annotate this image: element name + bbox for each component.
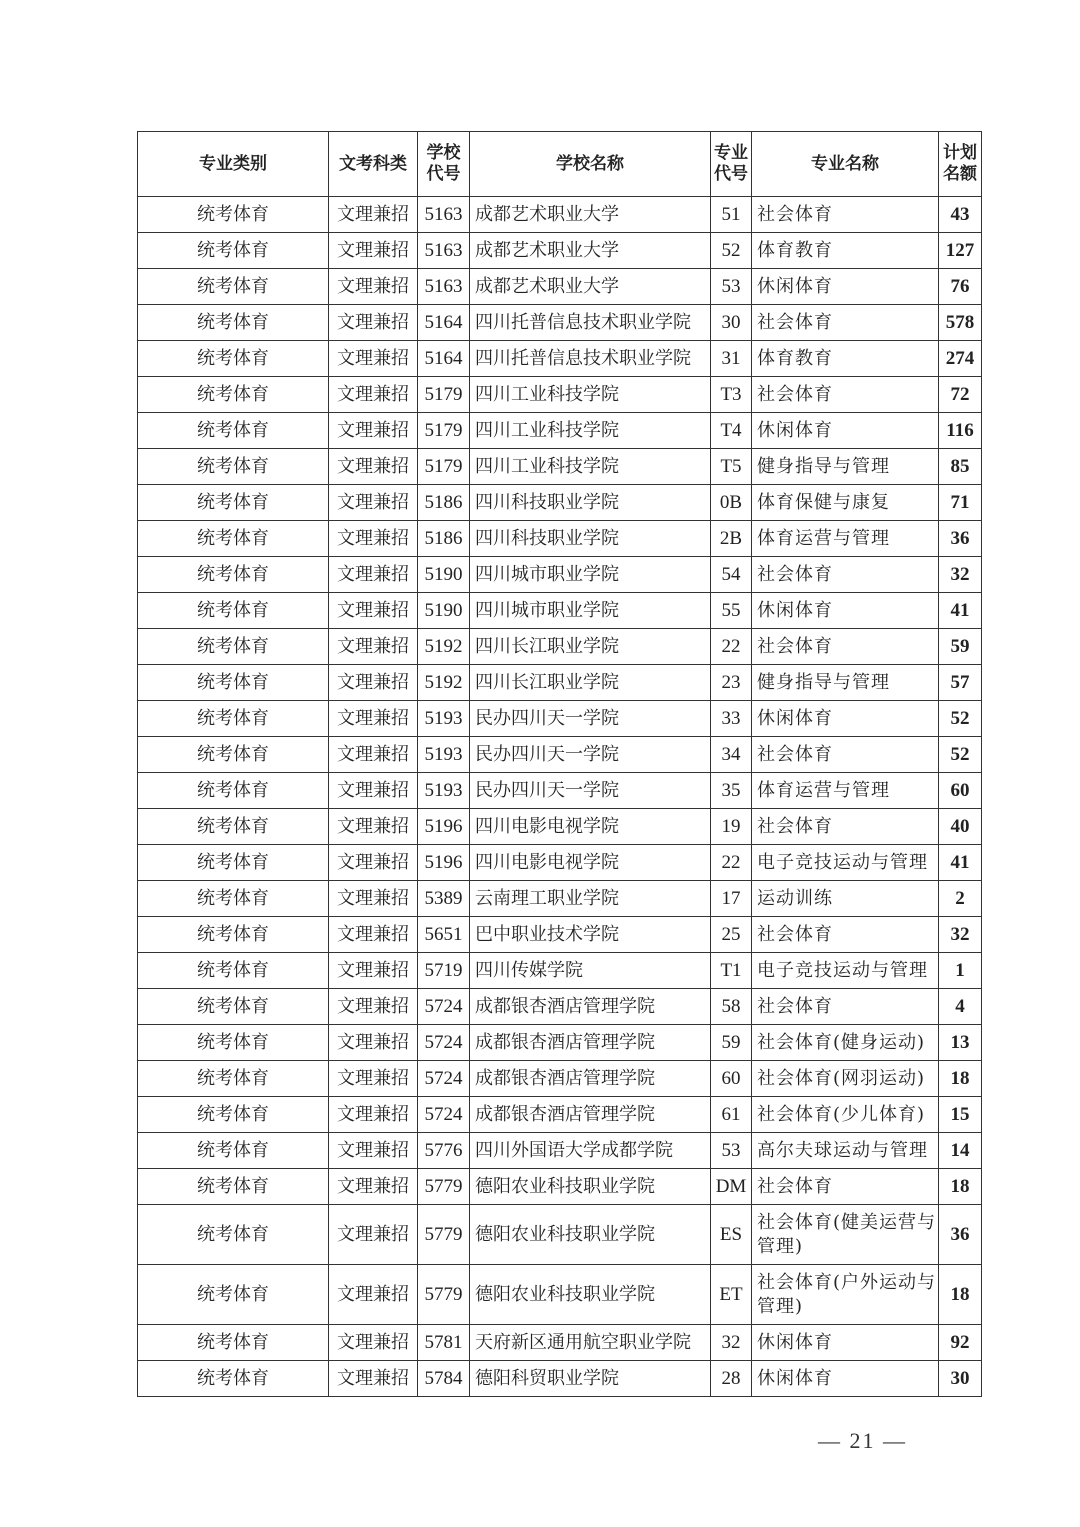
cell-major-code: 53 [711, 1133, 752, 1169]
cell-major-code: 53 [711, 269, 752, 305]
cell-major-code: 19 [711, 809, 752, 845]
cell-major-category: 统考体育 [138, 701, 329, 737]
cell-plan-quota: 18 [939, 1061, 982, 1097]
cell-school-code: 5196 [418, 809, 470, 845]
table-row [138, 1169, 982, 1205]
cell-plan-quota: 71 [939, 485, 982, 521]
cell-major-name: 休闲体育 [752, 593, 939, 629]
cell-major-category: 统考体育 [138, 233, 329, 269]
table-row [138, 557, 982, 593]
cell-exam-subject: 文理兼招 [329, 521, 418, 557]
cell-exam-subject: 文理兼招 [329, 1205, 418, 1265]
cell-plan-quota: 2 [939, 881, 982, 917]
cell-school-name: 成都艺术职业大学 [470, 197, 711, 233]
cell-school-code: 5196 [418, 845, 470, 881]
cell-major-category: 统考体育 [138, 341, 329, 377]
cell-exam-subject: 文理兼招 [329, 1025, 418, 1061]
cell-exam-subject: 文理兼招 [329, 917, 418, 953]
cell-exam-subject: 文理兼招 [329, 377, 418, 413]
cell-school-code: 5192 [418, 665, 470, 701]
cell-school-name: 德阳农业科技职业学院 [470, 1205, 711, 1265]
cell-major-code: 17 [711, 881, 752, 917]
table-row [138, 1205, 982, 1265]
cell-school-name: 民办四川天一学院 [470, 701, 711, 737]
cell-major-code: 35 [711, 773, 752, 809]
cell-exam-subject: 文理兼招 [329, 737, 418, 773]
cell-school-name: 四川电影电视学院 [470, 845, 711, 881]
cell-school-name: 德阳农业科技职业学院 [470, 1265, 711, 1325]
cell-major-category: 统考体育 [138, 377, 329, 413]
cell-school-code: 5179 [418, 413, 470, 449]
cell-major-name: 社会体育 [752, 989, 939, 1025]
cell-major-category: 统考体育 [138, 1133, 329, 1169]
cell-school-code: 5163 [418, 197, 470, 233]
cell-plan-quota: 578 [939, 305, 982, 341]
cell-school-name: 成都银杏酒店管理学院 [470, 1061, 711, 1097]
cell-plan-quota: 92 [939, 1325, 982, 1361]
cell-major-name: 体育运营与管理 [752, 773, 939, 809]
cell-exam-subject: 文理兼招 [329, 1097, 418, 1133]
cell-school-code: 5186 [418, 485, 470, 521]
cell-exam-subject: 文理兼招 [329, 1061, 418, 1097]
cell-major-code: 30 [711, 305, 752, 341]
cell-major-name: 体育保健与康复 [752, 485, 939, 521]
cell-exam-subject: 文理兼招 [329, 557, 418, 593]
cell-school-name: 天府新区通用航空职业学院 [470, 1325, 711, 1361]
cell-major-category: 统考体育 [138, 629, 329, 665]
header-major-category: 专业类别 [138, 132, 329, 197]
cell-plan-quota: 32 [939, 557, 982, 593]
cell-major-code: T4 [711, 413, 752, 449]
table-row [138, 737, 982, 773]
cell-exam-subject: 文理兼招 [329, 413, 418, 449]
cell-plan-quota: 1 [939, 953, 982, 989]
cell-major-name: 休闲体育 [752, 701, 939, 737]
cell-school-name: 四川传媒学院 [470, 953, 711, 989]
cell-plan-quota: 41 [939, 845, 982, 881]
cell-school-name: 巴中职业技术学院 [470, 917, 711, 953]
cell-plan-quota: 14 [939, 1133, 982, 1169]
cell-major-name: 休闲体育 [752, 269, 939, 305]
cell-plan-quota: 15 [939, 1097, 982, 1133]
cell-major-code: ES [711, 1205, 752, 1265]
cell-school-code: 5164 [418, 341, 470, 377]
cell-plan-quota: 18 [939, 1265, 982, 1325]
cell-major-category: 统考体育 [138, 665, 329, 701]
cell-school-name: 四川城市职业学院 [470, 557, 711, 593]
table-row [138, 845, 982, 881]
cell-school-name: 四川工业科技学院 [470, 377, 711, 413]
table-row [138, 233, 982, 269]
cell-major-category: 统考体育 [138, 485, 329, 521]
cell-major-code: 61 [711, 1097, 752, 1133]
table-row [138, 1325, 982, 1361]
cell-major-code: 51 [711, 197, 752, 233]
cell-school-name: 四川电影电视学院 [470, 809, 711, 845]
cell-school-code: 5719 [418, 953, 470, 989]
cell-major-name: 社会体育 [752, 917, 939, 953]
table-row [138, 197, 982, 233]
cell-major-name: 健身指导与管理 [752, 449, 939, 485]
cell-school-name: 成都艺术职业大学 [470, 269, 711, 305]
cell-school-name: 四川城市职业学院 [470, 593, 711, 629]
cell-major-name: 体育教育 [752, 341, 939, 377]
cell-major-name: 健身指导与管理 [752, 665, 939, 701]
enrollment-plan-table [137, 131, 982, 1397]
cell-school-code: 5193 [418, 737, 470, 773]
cell-major-category: 统考体育 [138, 1025, 329, 1061]
table-row [138, 1361, 982, 1397]
cell-plan-quota: 41 [939, 593, 982, 629]
table-row [138, 809, 982, 845]
cell-major-code: 0B [711, 485, 752, 521]
cell-school-code: 5179 [418, 449, 470, 485]
cell-major-code: T3 [711, 377, 752, 413]
cell-school-code: 5776 [418, 1133, 470, 1169]
cell-major-code: 59 [711, 1025, 752, 1061]
cell-major-code: 28 [711, 1361, 752, 1397]
cell-school-code: 5389 [418, 881, 470, 917]
cell-plan-quota: 43 [939, 197, 982, 233]
cell-major-code: 31 [711, 341, 752, 377]
cell-major-code: 54 [711, 557, 752, 593]
cell-major-name: 社会体育(健美运营与管理) [752, 1205, 939, 1265]
cell-plan-quota: 52 [939, 701, 982, 737]
cell-major-code: 60 [711, 1061, 752, 1097]
cell-school-code: 5163 [418, 269, 470, 305]
table-row [138, 593, 982, 629]
cell-school-code: 5179 [418, 377, 470, 413]
cell-major-category: 统考体育 [138, 989, 329, 1025]
cell-plan-quota: 4 [939, 989, 982, 1025]
cell-major-category: 统考体育 [138, 1205, 329, 1265]
table-row [138, 449, 982, 485]
cell-exam-subject: 文理兼招 [329, 809, 418, 845]
table-row [138, 305, 982, 341]
cell-exam-subject: 文理兼招 [329, 1325, 418, 1361]
cell-exam-subject: 文理兼招 [329, 197, 418, 233]
cell-school-code: 5190 [418, 557, 470, 593]
cell-school-name: 四川工业科技学院 [470, 413, 711, 449]
cell-school-code: 5163 [418, 233, 470, 269]
cell-school-code: 5724 [418, 1061, 470, 1097]
cell-exam-subject: 文理兼招 [329, 341, 418, 377]
cell-exam-subject: 文理兼招 [329, 485, 418, 521]
cell-major-category: 统考体育 [138, 845, 329, 881]
table-row [138, 953, 982, 989]
cell-major-category: 统考体育 [138, 593, 329, 629]
cell-exam-subject: 文理兼招 [329, 773, 418, 809]
cell-plan-quota: 18 [939, 1169, 982, 1205]
cell-major-code: 23 [711, 665, 752, 701]
cell-major-name: 社会体育 [752, 305, 939, 341]
cell-major-name: 运动训练 [752, 881, 939, 917]
cell-major-category: 统考体育 [138, 269, 329, 305]
cell-school-code: 5724 [418, 1025, 470, 1061]
cell-major-name: 社会体育 [752, 557, 939, 593]
header-major-code: 专业代号 [711, 132, 752, 197]
cell-major-name: 社会体育(户外运动与管理) [752, 1265, 939, 1325]
cell-exam-subject: 文理兼招 [329, 881, 418, 917]
cell-major-code: 58 [711, 989, 752, 1025]
cell-major-code: 32 [711, 1325, 752, 1361]
cell-major-name: 社会体育 [752, 809, 939, 845]
cell-major-category: 统考体育 [138, 917, 329, 953]
cell-major-category: 统考体育 [138, 197, 329, 233]
cell-major-code: ET [711, 1265, 752, 1325]
cell-school-code: 5164 [418, 305, 470, 341]
cell-major-name: 社会体育(少儿体育) [752, 1097, 939, 1133]
table-row [138, 629, 982, 665]
header-plan-quota: 计划名额 [939, 132, 982, 197]
cell-school-code: 5779 [418, 1205, 470, 1265]
cell-school-name: 四川长江职业学院 [470, 665, 711, 701]
cell-school-code: 5186 [418, 521, 470, 557]
table-row [138, 1133, 982, 1169]
cell-school-code: 5190 [418, 593, 470, 629]
cell-school-name: 民办四川天一学院 [470, 773, 711, 809]
cell-school-name: 四川工业科技学院 [470, 449, 711, 485]
cell-exam-subject: 文理兼招 [329, 953, 418, 989]
cell-school-name: 成都银杏酒店管理学院 [470, 1097, 711, 1133]
cell-major-code: 22 [711, 845, 752, 881]
cell-major-name: 休闲体育 [752, 1361, 939, 1397]
cell-plan-quota: 76 [939, 269, 982, 305]
page-number: — 21 — [818, 1428, 907, 1453]
cell-school-code: 5779 [418, 1169, 470, 1205]
cell-major-name: 休闲体育 [752, 1325, 939, 1361]
cell-major-category: 统考体育 [138, 1169, 329, 1205]
cell-school-code: 5651 [418, 917, 470, 953]
cell-major-name: 社会体育(健身运动) [752, 1025, 939, 1061]
cell-major-category: 统考体育 [138, 1061, 329, 1097]
cell-school-code: 5724 [418, 989, 470, 1025]
cell-major-name: 电子竞技运动与管理 [752, 845, 939, 881]
cell-major-code: T1 [711, 953, 752, 989]
cell-major-code: DM [711, 1169, 752, 1205]
cell-school-name: 德阳农业科技职业学院 [470, 1169, 711, 1205]
header-major-name: 专业名称 [752, 132, 939, 197]
cell-exam-subject: 文理兼招 [329, 593, 418, 629]
cell-school-code: 5193 [418, 773, 470, 809]
header-school-name: 学校名称 [470, 132, 711, 197]
table-row [138, 341, 982, 377]
cell-plan-quota: 36 [939, 1205, 982, 1265]
cell-school-name: 成都艺术职业大学 [470, 233, 711, 269]
cell-school-name: 云南理工职业学院 [470, 881, 711, 917]
cell-major-name: 社会体育 [752, 629, 939, 665]
cell-major-category: 统考体育 [138, 881, 329, 917]
cell-major-category: 统考体育 [138, 809, 329, 845]
table-row [138, 1097, 982, 1133]
table-row [138, 485, 982, 521]
cell-major-name: 社会体育 [752, 197, 939, 233]
cell-major-name: 社会体育 [752, 737, 939, 773]
cell-major-code: 2B [711, 521, 752, 557]
table-row [138, 917, 982, 953]
cell-plan-quota: 57 [939, 665, 982, 701]
cell-major-code: 52 [711, 233, 752, 269]
cell-major-name: 休闲体育 [752, 413, 939, 449]
cell-plan-quota: 116 [939, 413, 982, 449]
cell-school-name: 民办四川天一学院 [470, 737, 711, 773]
cell-plan-quota: 30 [939, 1361, 982, 1397]
cell-major-name: 高尔夫球运动与管理 [752, 1133, 939, 1169]
cell-major-code: 33 [711, 701, 752, 737]
cell-school-name: 四川科技职业学院 [470, 485, 711, 521]
table-row [138, 989, 982, 1025]
cell-major-code: 55 [711, 593, 752, 629]
cell-exam-subject: 文理兼招 [329, 989, 418, 1025]
cell-plan-quota: 60 [939, 773, 982, 809]
cell-plan-quota: 72 [939, 377, 982, 413]
cell-plan-quota: 274 [939, 341, 982, 377]
cell-school-name: 成都银杏酒店管理学院 [470, 1025, 711, 1061]
cell-plan-quota: 36 [939, 521, 982, 557]
cell-major-category: 统考体育 [138, 737, 329, 773]
cell-school-name: 德阳科贸职业学院 [470, 1361, 711, 1397]
cell-exam-subject: 文理兼招 [329, 269, 418, 305]
table-row [138, 1265, 982, 1325]
cell-major-code: T5 [711, 449, 752, 485]
cell-major-code: 34 [711, 737, 752, 773]
cell-major-category: 统考体育 [138, 521, 329, 557]
header-exam-subject: 文考科类 [329, 132, 418, 197]
table-row [138, 701, 982, 737]
cell-major-category: 统考体育 [138, 773, 329, 809]
cell-major-category: 统考体育 [138, 953, 329, 989]
cell-major-category: 统考体育 [138, 1097, 329, 1133]
cell-major-name: 社会体育 [752, 377, 939, 413]
cell-school-name: 四川外国语大学成都学院 [470, 1133, 711, 1169]
cell-school-code: 5192 [418, 629, 470, 665]
cell-major-category: 统考体育 [138, 1361, 329, 1397]
cell-major-name: 社会体育 [752, 1169, 939, 1205]
cell-major-name: 社会体育(网羽运动) [752, 1061, 939, 1097]
cell-school-code: 5781 [418, 1325, 470, 1361]
cell-major-code: 25 [711, 917, 752, 953]
cell-major-name: 电子竞技运动与管理 [752, 953, 939, 989]
cell-school-name: 四川托普信息技术职业学院 [470, 305, 711, 341]
cell-exam-subject: 文理兼招 [329, 845, 418, 881]
cell-exam-subject: 文理兼招 [329, 449, 418, 485]
cell-major-code: 22 [711, 629, 752, 665]
cell-exam-subject: 文理兼招 [329, 305, 418, 341]
cell-plan-quota: 127 [939, 233, 982, 269]
cell-school-code: 5193 [418, 701, 470, 737]
cell-plan-quota: 32 [939, 917, 982, 953]
cell-major-category: 统考体育 [138, 449, 329, 485]
cell-plan-quota: 85 [939, 449, 982, 485]
cell-major-category: 统考体育 [138, 1325, 329, 1361]
cell-major-category: 统考体育 [138, 305, 329, 341]
table-row [138, 665, 982, 701]
cell-exam-subject: 文理兼招 [329, 1265, 418, 1325]
table-header-row [138, 132, 982, 197]
cell-major-name: 体育运营与管理 [752, 521, 939, 557]
cell-exam-subject: 文理兼招 [329, 701, 418, 737]
table-row [138, 521, 982, 557]
cell-exam-subject: 文理兼招 [329, 1133, 418, 1169]
cell-school-code: 5724 [418, 1097, 470, 1133]
cell-exam-subject: 文理兼招 [329, 1169, 418, 1205]
cell-exam-subject: 文理兼招 [329, 665, 418, 701]
cell-plan-quota: 13 [939, 1025, 982, 1061]
cell-major-category: 统考体育 [138, 557, 329, 593]
cell-school-name: 四川长江职业学院 [470, 629, 711, 665]
table-row [138, 773, 982, 809]
table-row [138, 413, 982, 449]
cell-exam-subject: 文理兼招 [329, 233, 418, 269]
header-school-code: 学校代号 [418, 132, 470, 197]
cell-exam-subject: 文理兼招 [329, 1361, 418, 1397]
cell-major-name: 体育教育 [752, 233, 939, 269]
cell-plan-quota: 52 [939, 737, 982, 773]
cell-major-category: 统考体育 [138, 413, 329, 449]
table-row [138, 1061, 982, 1097]
table-row [138, 377, 982, 413]
cell-school-name: 四川科技职业学院 [470, 521, 711, 557]
cell-school-code: 5779 [418, 1265, 470, 1325]
cell-major-category: 统考体育 [138, 1265, 329, 1325]
table-row [138, 269, 982, 305]
cell-school-name: 成都银杏酒店管理学院 [470, 989, 711, 1025]
cell-plan-quota: 40 [939, 809, 982, 845]
table-row [138, 1025, 982, 1061]
table-row [138, 881, 982, 917]
cell-school-name: 四川托普信息技术职业学院 [470, 341, 711, 377]
cell-school-code: 5784 [418, 1361, 470, 1397]
cell-plan-quota: 59 [939, 629, 982, 665]
cell-exam-subject: 文理兼招 [329, 629, 418, 665]
